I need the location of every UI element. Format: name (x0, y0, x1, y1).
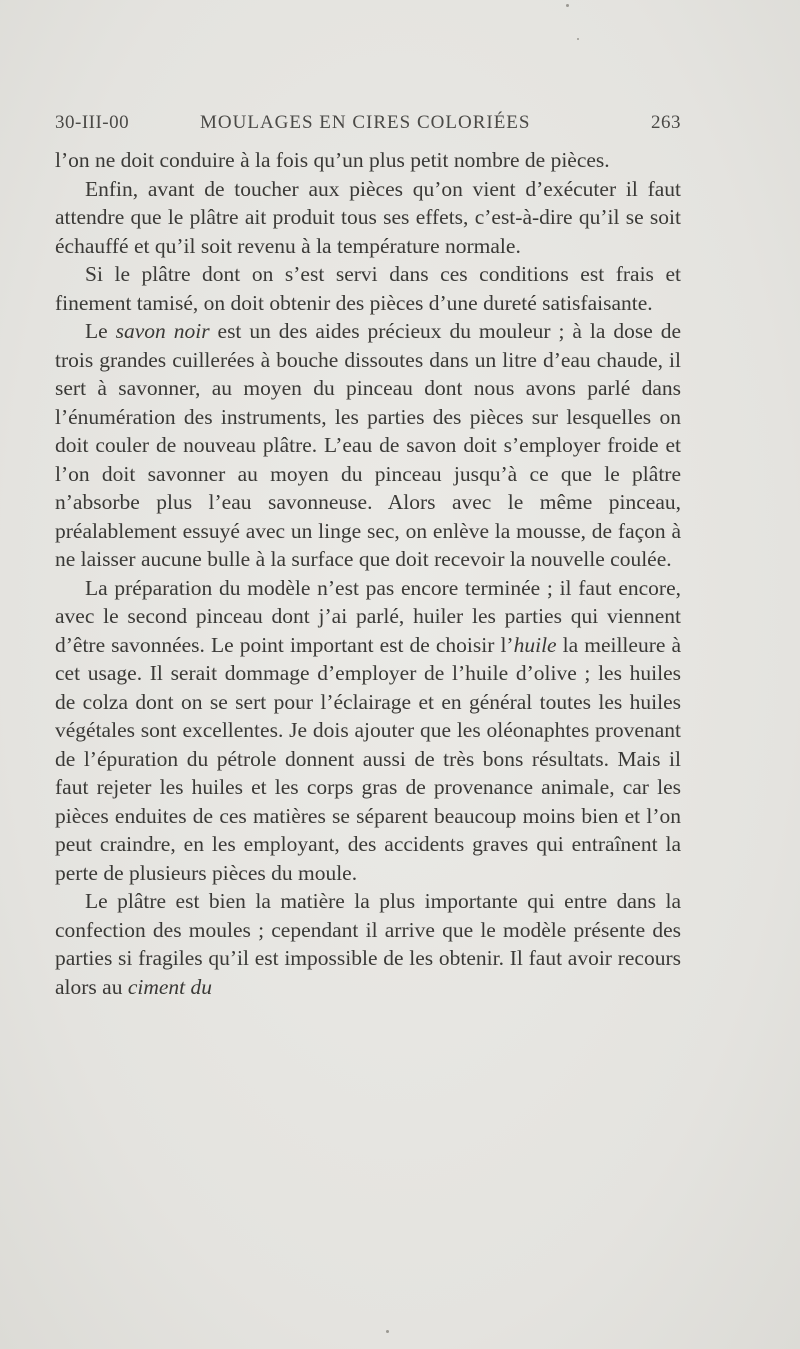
italic-term: savon noir (115, 319, 210, 343)
paragraph (55, 574, 681, 888)
paragraph (55, 887, 681, 1001)
text-run: Si le plâtre dont on s’est servi dans ces conditions est frais et finement tamisé, on doit obtenir des pièces d’une dureté satisfaisante. (55, 262, 681, 315)
text-run: l’on ne doit conduire à la fois qu’un plus petit nombre de pièces. (55, 148, 610, 172)
running-title: MOULAGES EN CIRES COLORIÉES (200, 112, 531, 133)
italic-term: huile (513, 632, 557, 657)
paper-speck (386, 1330, 389, 1333)
page-number: 263 (651, 112, 681, 133)
page-header (55, 112, 681, 142)
text-run: La préparation du modèle n’est pas encore terminée ; il faut encore, avec le second pinceau dont j’ai parlé, huiler les parties qui viennent d’être savonnées. Le point important est de choisir l’ (55, 575, 681, 657)
text-run: Le plâtre est bien la matière la plus importante qui entre dans la confection des moules ; cependant il arrive que le modèle présente des parties si fragiles qu’il est impossible de les obtenir. Il faut avoir recours alors au (55, 889, 681, 999)
text-run: est un des aides précieux du mouleur ; à la dose de trois grandes cuillerées à bouche dissoutes dans un litre d’eau chaude, il sert à savonner, au moyen du pinceau dont nous avons parlé dans l’énumération des instruments, les parties des pièces sur lesquelles on doit couler de nouveau plâtre. L’eau de savon doit s’employer froide et l’on doit savonner au moyen du pinceau jusqu’à ce que le plâtre n’absorbe plus l’eau savonneuse. Alors avec le même pinceau, préalablement essuyé avec un linge sec, on enlève la mousse, de façon à ne laisser aucune bulle à la surface que doit recevoir la nouvelle coulée. (55, 319, 681, 571)
header-date-code: 30-III-00 (55, 112, 130, 133)
paragraph (55, 146, 681, 175)
body-text (55, 146, 681, 1001)
paper-speck (577, 38, 579, 40)
text-run: Enfin, avant de toucher aux pièces qu’on vient d’exécuter il faut attendre que le plâtre ait produit tous ses effets, c’est-à-dire qu’il se soit échauffé et qu’il soit revenu à la température normale. (55, 176, 681, 258)
paper-speck (566, 4, 569, 7)
paragraph (55, 260, 681, 317)
text-run: Le (85, 319, 116, 343)
paragraph (55, 317, 681, 574)
text-run: la meilleure à cet usage. Il serait dommage d’employer de l’huile d’olive ; les huiles de colza dont on se sert pour l’éclairage et en général toutes les huiles végétales sont excellentes. Je dois ajouter que les oléonaphtes provenant de l’épuration du pétrole donnent aussi de très bons résultats. Mais il faut rejeter les huiles et les corps gras de provenance animale, car les pièces enduites de ces matières se séparent beaucoup moins bien et l’on peut craindre, en les employant, des accidents graves qui entraînent la perte de plusieurs pièces du moule. (55, 632, 681, 885)
italic-term: ciment du (127, 974, 213, 999)
paragraph (55, 175, 681, 261)
